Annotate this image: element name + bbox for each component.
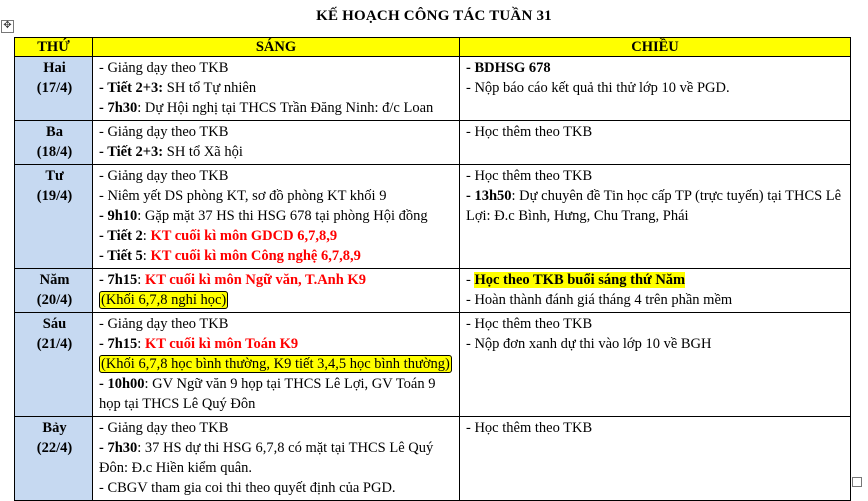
task-text: : [142, 248, 151, 264]
task-line [99, 186, 455, 206]
afternoon-cell [460, 121, 851, 165]
task-text: : Dự chuyên đề Tin học cấp TP (trực tuyến) tại THCS Lê Lợi: Đ.c Bình, Hưng, Chu Trang, Phái [466, 188, 842, 224]
task-line [99, 98, 455, 118]
task-line [466, 166, 846, 186]
task-line [466, 270, 846, 290]
task-text: - Hoàn thành đánh giá tháng 4 trên phần mềm [466, 292, 733, 308]
task-text: SH tổ Tự nhiên [163, 80, 257, 96]
task-text: : 37 HS dự thi HSG 6,7,8 có mặt tại THCS Lê Quý Đôn: Đ.c Hiền kiểm quân. [99, 440, 434, 476]
task-text: - Học thêm theo TKB [466, 168, 593, 184]
task-line [99, 314, 455, 334]
task-line [99, 334, 455, 354]
day-cell [15, 121, 93, 165]
table-row [15, 165, 851, 269]
task-line [466, 290, 846, 310]
exam-highlight: KT cuối kì môn Công nghệ 6,7,8,9 [150, 248, 361, 264]
day-name: Hai [43, 60, 66, 76]
task-line [466, 314, 846, 334]
task-text: - Học thêm theo TKB [466, 124, 593, 140]
day-cell [15, 313, 93, 417]
day-cell [15, 57, 93, 121]
task-line [99, 374, 455, 414]
task-line [99, 58, 455, 78]
task-text: - Giảng dạy theo TKB [99, 60, 229, 76]
task-line [99, 270, 455, 290]
morning-cell [93, 269, 460, 313]
weekly-schedule-table [14, 37, 851, 501]
task-line [466, 58, 846, 78]
morning-cell [93, 313, 460, 417]
task-text: - Niêm yết DS phòng KT, sơ đồ phòng KT khối 9 [99, 188, 387, 204]
task-time: - 13h50 [466, 188, 512, 204]
boxed-note: (Khối 6,7,8 nghỉ học) [101, 292, 227, 308]
table-row [15, 313, 851, 417]
afternoon-cell [460, 313, 851, 417]
task-line [99, 206, 455, 226]
task-time: - Tiết 2+3: [99, 144, 164, 160]
task-time: - 7h30 [99, 440, 138, 456]
exam-highlight: KT cuối kì môn GDCD 6,7,8,9 [150, 228, 338, 244]
afternoon-cell [460, 417, 851, 501]
afternoon-cell [460, 165, 851, 269]
day-date: (20/4) [36, 292, 73, 308]
header-day: THỨ [15, 38, 93, 57]
task-line [466, 418, 846, 438]
task-time: - Tiết 2 [99, 228, 143, 244]
task-text: : [142, 228, 151, 244]
morning-cell [93, 165, 460, 269]
task-line [99, 78, 455, 98]
table-row [15, 121, 851, 165]
day-name: Năm [39, 272, 70, 288]
morning-cell [93, 417, 460, 501]
task-line [99, 226, 455, 246]
task-text: - Giảng dạy theo TKB [99, 168, 229, 184]
task-time: - 7h15 [99, 272, 138, 288]
day-cell [15, 417, 93, 501]
task-line [99, 142, 455, 162]
task-time: - Tiết 2+3: [99, 80, 164, 96]
task-text: - Nộp báo cáo kết quả thi thử lớp 10 về PGD. [466, 80, 730, 96]
day-name: Bảy [42, 420, 67, 436]
task-line [99, 478, 455, 498]
day-cell [15, 269, 93, 313]
task-text: - Giảng dạy theo TKB [99, 420, 229, 436]
task-line [99, 290, 455, 310]
task-time: - 7h15 [99, 336, 138, 352]
task-line [466, 78, 846, 98]
day-name: Ba [46, 124, 63, 140]
day-cell [15, 165, 93, 269]
header-afternoon: CHIỀU [460, 38, 851, 57]
task-line [99, 246, 455, 266]
task-line [99, 438, 455, 478]
task-text: : [137, 336, 145, 352]
task-line [99, 166, 455, 186]
task-time: - Tiết 5 [99, 248, 143, 264]
task-text: - CBGV tham gia coi thi theo quyết định của PGD. [99, 480, 396, 496]
task-text: : Dự Hội nghị tại THCS Trần Đăng Ninh: đ/c Loan [137, 100, 434, 116]
task-line [99, 354, 455, 374]
day-date: (17/4) [36, 80, 73, 96]
task-text: - Giảng dạy theo TKB [99, 316, 229, 332]
header-row [15, 38, 851, 57]
afternoon-cell [460, 269, 851, 313]
task-text: - Học thêm theo TKB [466, 420, 593, 436]
day-name: Tư [45, 168, 64, 184]
exam-highlight: KT cuối kì môn Ngữ văn, T.Anh K9 [144, 272, 366, 288]
task-line [99, 122, 455, 142]
table-row [15, 57, 851, 121]
task-line [466, 122, 846, 142]
task-line [466, 334, 846, 354]
task-time: - 9h10 [99, 208, 138, 224]
task-text: - Nộp đơn xanh dự thi vào lớp 10 về BGH [466, 336, 712, 352]
task-time: - BDHSG 678 [466, 60, 551, 76]
day-date: (19/4) [36, 188, 73, 204]
task-text: : GV Ngữ văn 9 họp tại THCS Lê Lợi, GV Toán 9 họp tại THCS Lê Quý Đôn [99, 376, 436, 412]
morning-cell [93, 121, 460, 165]
task-time: - 10h00 [99, 376, 145, 392]
task-text: - [466, 272, 475, 288]
table-move-handle-icon[interactable]: ✥ [1, 20, 14, 33]
day-date: (22/4) [36, 440, 73, 456]
morning-cell [93, 57, 460, 121]
afternoon-cell [460, 57, 851, 121]
boxed-note: (Khối 6,7,8 học bình thường, K9 tiết 3,4,5 học bình thường) [101, 356, 450, 372]
task-text: SH tổ Xã hội [163, 144, 243, 160]
day-date: (21/4) [36, 336, 73, 352]
task-time: - 7h30 [99, 100, 138, 116]
task-text: - Giảng dạy theo TKB [99, 124, 229, 140]
table-row [15, 417, 851, 501]
table-row [15, 269, 851, 313]
task-text: - Học thêm theo TKB [466, 316, 593, 332]
task-text: : Gặp mặt 37 HS thi HSG 678 tại phòng Hội đồng [137, 208, 428, 224]
page-title: KẾ HOẠCH CÔNG TÁC TUẦN 31 [316, 8, 552, 24]
task-text: : [137, 272, 145, 288]
task-line [466, 186, 846, 226]
task-line [99, 418, 455, 438]
day-date: (18/4) [36, 144, 73, 160]
day-name: Sáu [42, 316, 67, 332]
exam-highlight: KT cuối kì môn Toán K9 [144, 336, 299, 352]
table-resize-handle[interactable] [852, 477, 862, 487]
header-morning: SÁNG [93, 38, 460, 57]
highlighted-task: Học theo TKB buổi sáng thứ Năm [474, 272, 686, 288]
